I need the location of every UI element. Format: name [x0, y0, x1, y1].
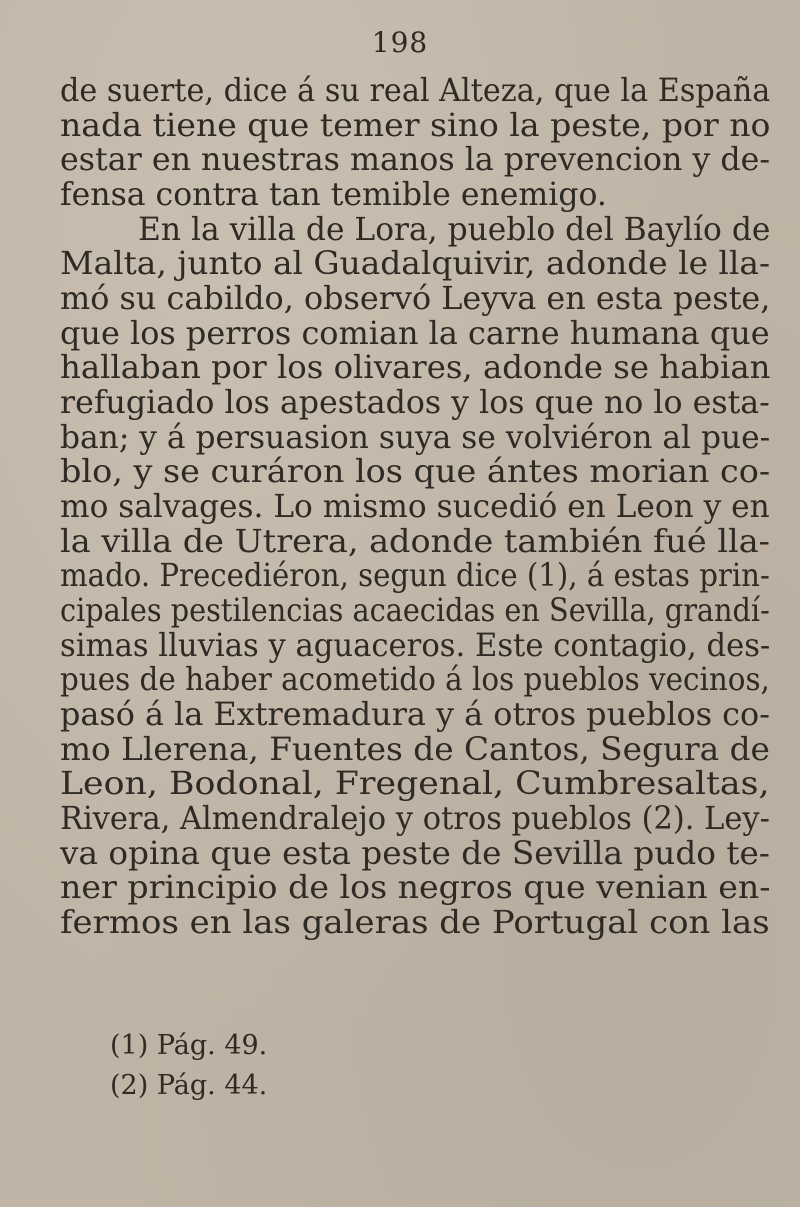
text-line: pasó á la Extremadura y á otros pueblos co- — [60, 697, 770, 733]
text-line: fensa contra tan temible enemigo. — [60, 177, 607, 213]
text-line: Leon, Bodonal, Fregenal, Cumbresaltas, — [60, 766, 770, 802]
text-line: de suerte, dice á su real Alteza, que la España — [60, 73, 771, 109]
text-line: Rivera, Almendralejo y otros pueblos (2). Ley- — [60, 801, 770, 837]
text-line: Malta, junto al Guadalquivir, adonde le lla- — [60, 246, 771, 282]
text-line: mo salvages. Lo mismo sucedió en Leon y en — [60, 489, 770, 525]
text-line: estar en nuestras manos la prevencion y de- — [60, 142, 771, 178]
text-line: que los perros comian la carne humana que — [60, 316, 770, 352]
text-line: mo Llerena, Fuentes de Cantos, Segura de — [60, 732, 770, 768]
text-line: va opina que esta peste de Sevilla pudo te- — [60, 836, 770, 872]
text-line: la villa de Utrera, adonde también fué lla- — [60, 524, 770, 560]
text-line: refugiado los apestados y los que no lo esta- — [60, 385, 770, 421]
text-line: blo, y se curáron los que ántes morian co- — [60, 454, 771, 490]
text-line: nada tiene que temer sino la peste, por no — [60, 108, 771, 144]
text-line: pues de haber acometido á los pueblos vecinos, — [60, 662, 770, 698]
text-line: ner principio de los negros que venian en- — [60, 870, 771, 906]
footnote: (1) Pág. 49. — [110, 1030, 268, 1061]
text-line: simas lluvias y aguaceros. Este contagio, des- — [60, 628, 771, 664]
text-line: En la villa de Lora, pueblo del Baylío de — [138, 212, 771, 248]
text-line: mó su cabildo, observó Leyva en esta peste, — [60, 281, 771, 317]
text-line: fermos en las galeras de Portugal con las — [60, 905, 770, 941]
text-line: mado. Precediéron, segun dice (1), á estas prin- — [60, 558, 770, 594]
footnote: (2) Pág. 44. — [110, 1070, 268, 1101]
text-line: cipales pestilencias acaecidas en Sevilla, grandí- — [60, 593, 770, 629]
text-line: hallaban por los olivares, adonde se habian — [60, 350, 771, 386]
text-line: ban; y á persuasion suya se volviéron al pue- — [60, 420, 771, 456]
page-number: 198 — [371, 26, 429, 59]
